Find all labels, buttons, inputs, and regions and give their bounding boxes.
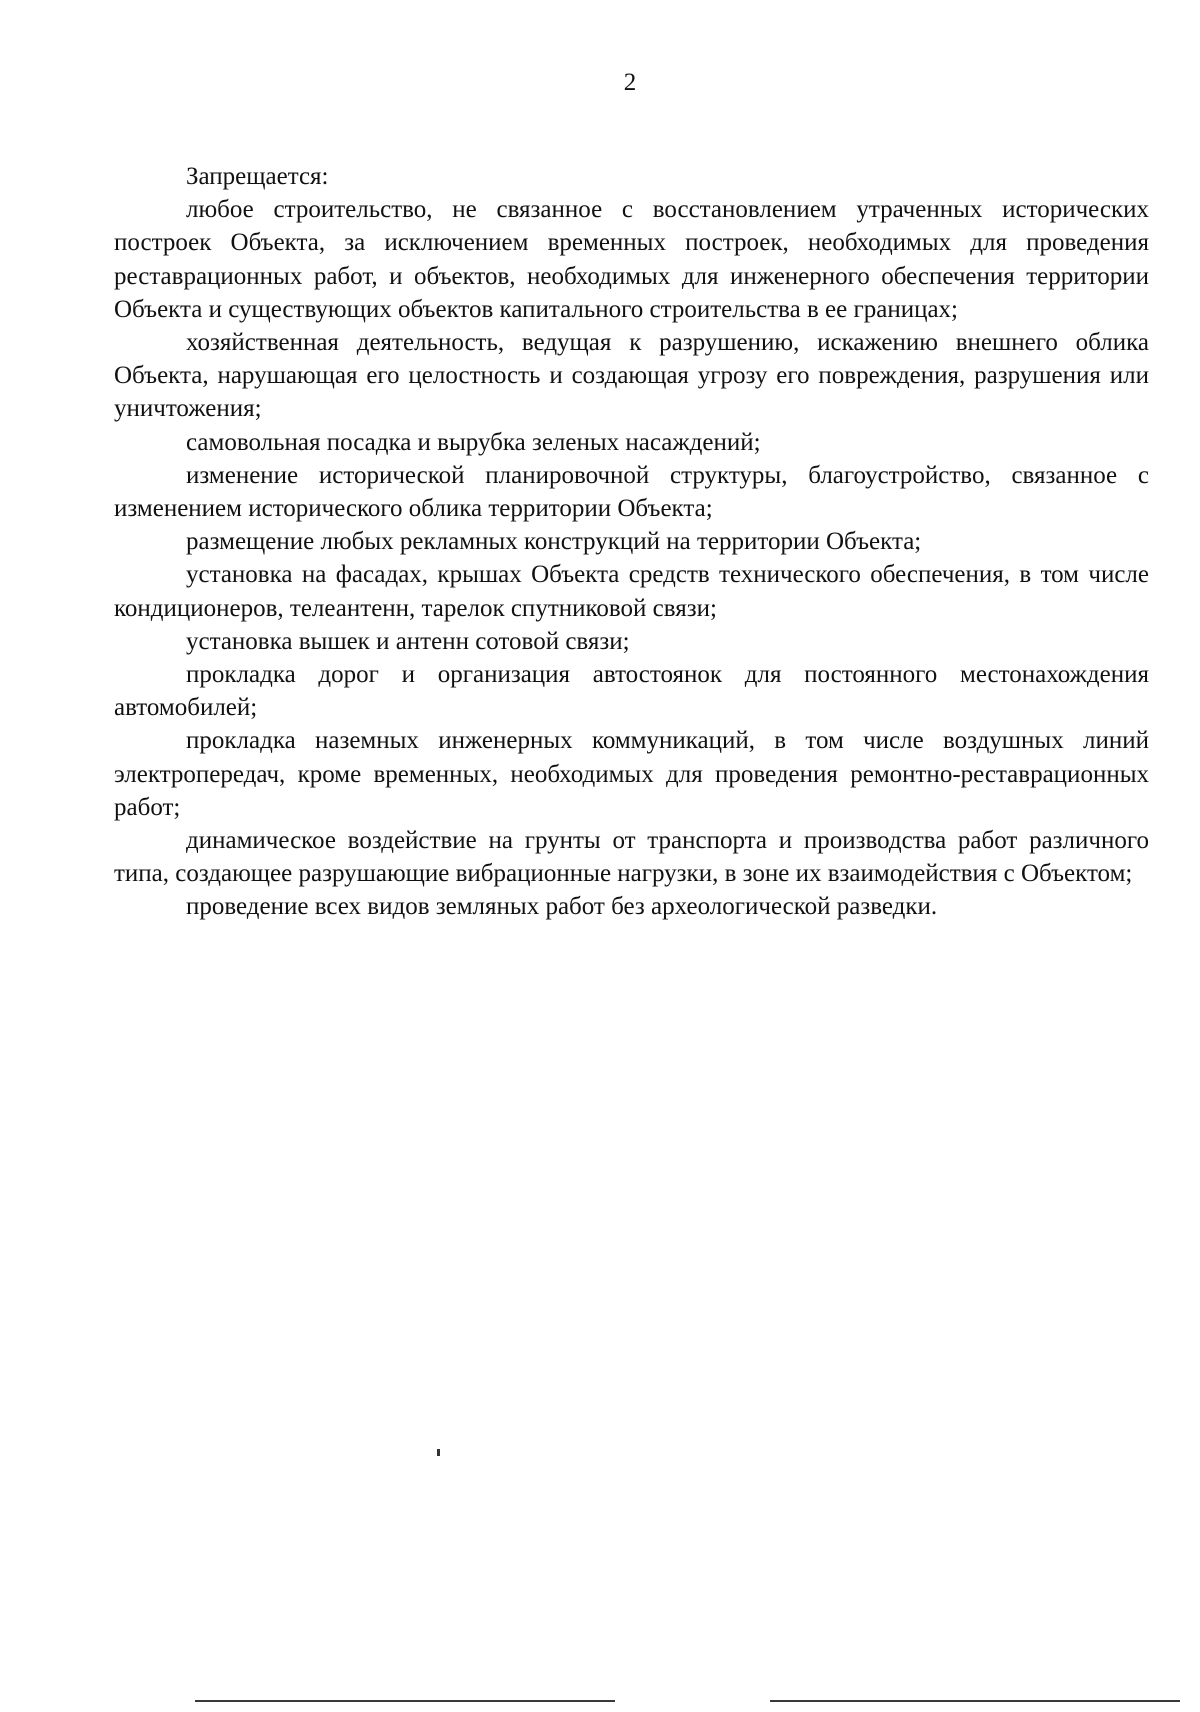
bottom-rule-right bbox=[770, 1700, 1180, 1702]
prohibition-item-2: хозяйственная деятельность, ведущая к разрушению, искажению внешнего облика Объекта, нарушающая его целостность и создающая угрозу его повреждения, разрушения или уничтожения; bbox=[114, 329, 1149, 423]
intro-heading: Запрещается: bbox=[186, 163, 329, 190]
prohibition-item-5: размещение любых рекламных конструкций на территории Объекта; bbox=[186, 528, 922, 556]
bottom-rule-left bbox=[195, 1700, 615, 1702]
document-body bbox=[114, 160, 1149, 924]
prohibition-item-6: установка на фасадах, крышах Объекта средств технического обеспечения, в том числе кондиционеров, телеантенн, тарелок спутниковой связи; bbox=[114, 561, 1149, 622]
scan-speck bbox=[437, 1449, 440, 1456]
prohibition-item-9: прокладка наземных инженерных коммуникаций, в том числе воздушных линий электропередач, кроме временных, необходимых для проведения ремонтно-реставрационных работ; bbox=[114, 727, 1149, 821]
prohibition-item-3: самовольная посадка и вырубка зеленых насаждений; bbox=[186, 428, 761, 456]
prohibition-item-1: любое строительство, не связанное с восстановлением утраченных исторических построек Объекта, за исключением временных построек, необходимых для проведения реставрационных работ, и объектов, необходимых для инженерного обеспечения территории Объекта и существующих объектов капитального строительства в ее границах; bbox=[114, 196, 1149, 323]
prohibition-item-11: проведение всех видов земляных работ без археологической разведки. bbox=[186, 893, 938, 921]
page-number: 2 bbox=[623, 69, 637, 96]
prohibition-item-10: динамическое воздействие на грунты от транспорта и производства работ различного типа, создающее разрушающие вибрационные нагрузки, в зоне их взаимодействия с Объектом; bbox=[114, 827, 1149, 888]
prohibition-item-7: установка вышек и антенн сотовой связи; bbox=[186, 627, 630, 655]
prohibition-item-8: прокладка дорог и организация автостоянок для постоянного местонахождения автомобилей; bbox=[114, 661, 1149, 722]
prohibition-item-4: изменение исторической планировочной структуры, благоустройство, связанное с изменением исторического облика территории Объекта; bbox=[114, 461, 1149, 523]
